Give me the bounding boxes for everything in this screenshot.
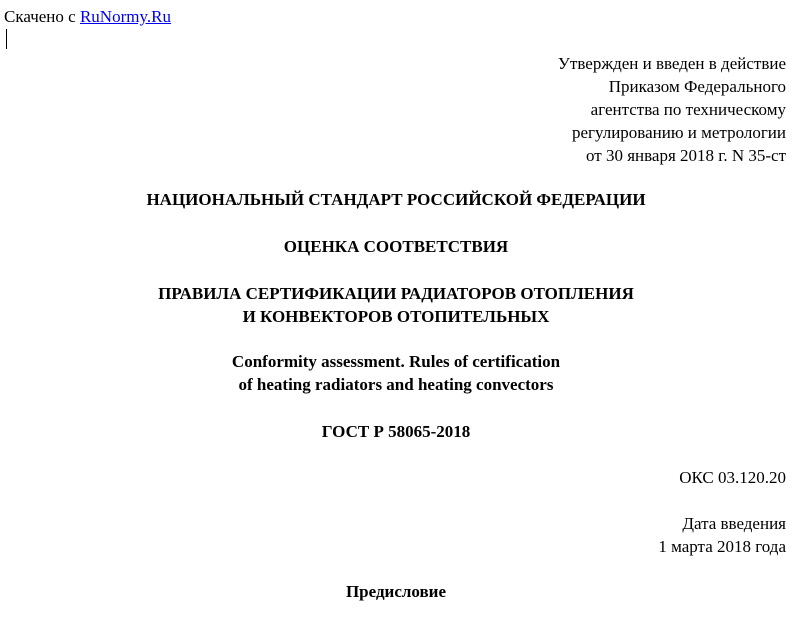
approval-line: от 30 января 2018 г. N 35-ст [585,146,786,165]
introduction-date: 1 марта 2018 года [658,537,786,556]
introduction-date-block [658,512,786,558]
introduction-label: Дата введения [682,514,786,533]
standard-section-heading: ОЦЕНКА СООТВЕТСТВИЯ [283,237,509,256]
text-cursor [6,29,7,49]
source-line [4,7,171,27]
approval-line: агентства по техническому [590,100,786,119]
oks-code: ОКС 03.120.20 [679,468,786,487]
standard-title-en [0,350,792,396]
approval-line: Утвержден и введен в действие [557,54,786,73]
title-ru-line: ПРАВИЛА СЕРТИФИКАЦИИ РАДИАТОРОВ ОТОПЛЕНИЯ [158,284,634,303]
runormy-link[interactable]: RuNormy.Ru [79,7,171,26]
title-en-line: of heating radiators and heating convectors [238,375,554,394]
standard-designation: ГОСТ Р 58065-2018 [321,422,471,441]
source-prefix: Скачено с [4,7,80,26]
approval-line: Приказом Федерального [608,77,786,96]
approval-block [558,52,786,167]
title-ru-line: И КОНВЕКТОРОВ ОТОПИТЕЛЬНЫХ [242,307,550,326]
preface-heading: Предисловие [345,582,447,601]
standard-kind-heading: НАЦИОНАЛЬНЫЙ СТАНДАРТ РОССИЙСКОЙ ФЕДЕРАЦИИ [146,190,646,209]
title-en-line: Conformity assessment. Rules of certification [231,352,561,371]
standard-title-ru [0,282,792,328]
approval-line: регулированию и метрологии [571,123,786,142]
